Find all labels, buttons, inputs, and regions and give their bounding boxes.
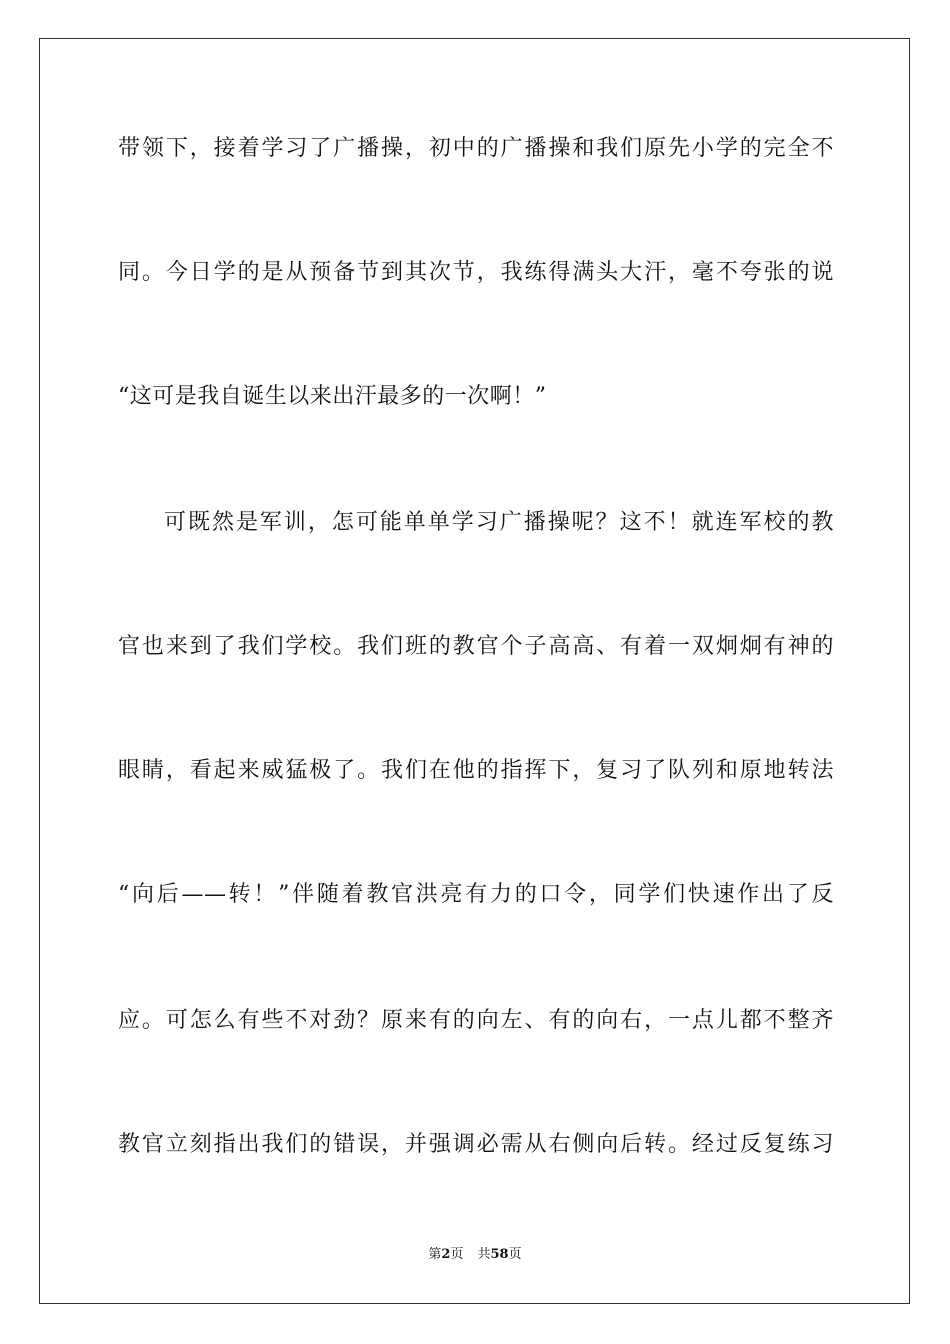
- text-line-2: 同。今日学的是从预备节到其次节，我练得满头大汗，毫不夸张的说: [118, 260, 834, 285]
- page-suffix: 页: [450, 1247, 464, 1262]
- page-footer: [0, 1246, 950, 1264]
- text-line-1: 带领下，接着学习了广播操，初中的广播操和我们原先小学的完全不: [118, 136, 834, 161]
- page-border: [39, 38, 910, 1304]
- text-line-3: “这可是我自诞生以来出汗最多的一次啊！”: [118, 384, 547, 409]
- text-line-8: 应。可怎么有些不对劲？原来有的向左、有的向右，一点儿都不整齐: [118, 1008, 834, 1033]
- text-line-5: 官也来到了我们学校。我们班的教官个子高高、有着一双炯炯有神的: [118, 634, 834, 659]
- page-number: 2: [441, 1247, 451, 1262]
- page-prefix: 第: [428, 1247, 442, 1262]
- total-prefix: 共: [477, 1247, 491, 1262]
- text-line-7: “向后——转！”伴随着教官洪亮有力的口令，同学们快速作出了反: [118, 882, 834, 907]
- text-line-6: 眼睛，看起来威猛极了。我们在他的指挥下，复习了队列和原地转法: [118, 758, 834, 783]
- text-line-9: 教官立刻指出我们的错误，并强调必需从右侧向后转。经过反复练习: [118, 1132, 834, 1157]
- text-line-4-paragraph-start: 可既然是军训，怎可能单单学习广播操呢？这不！就连军校的教: [164, 510, 834, 535]
- total-suffix: 页: [508, 1247, 522, 1262]
- total-pages: 58: [490, 1247, 509, 1262]
